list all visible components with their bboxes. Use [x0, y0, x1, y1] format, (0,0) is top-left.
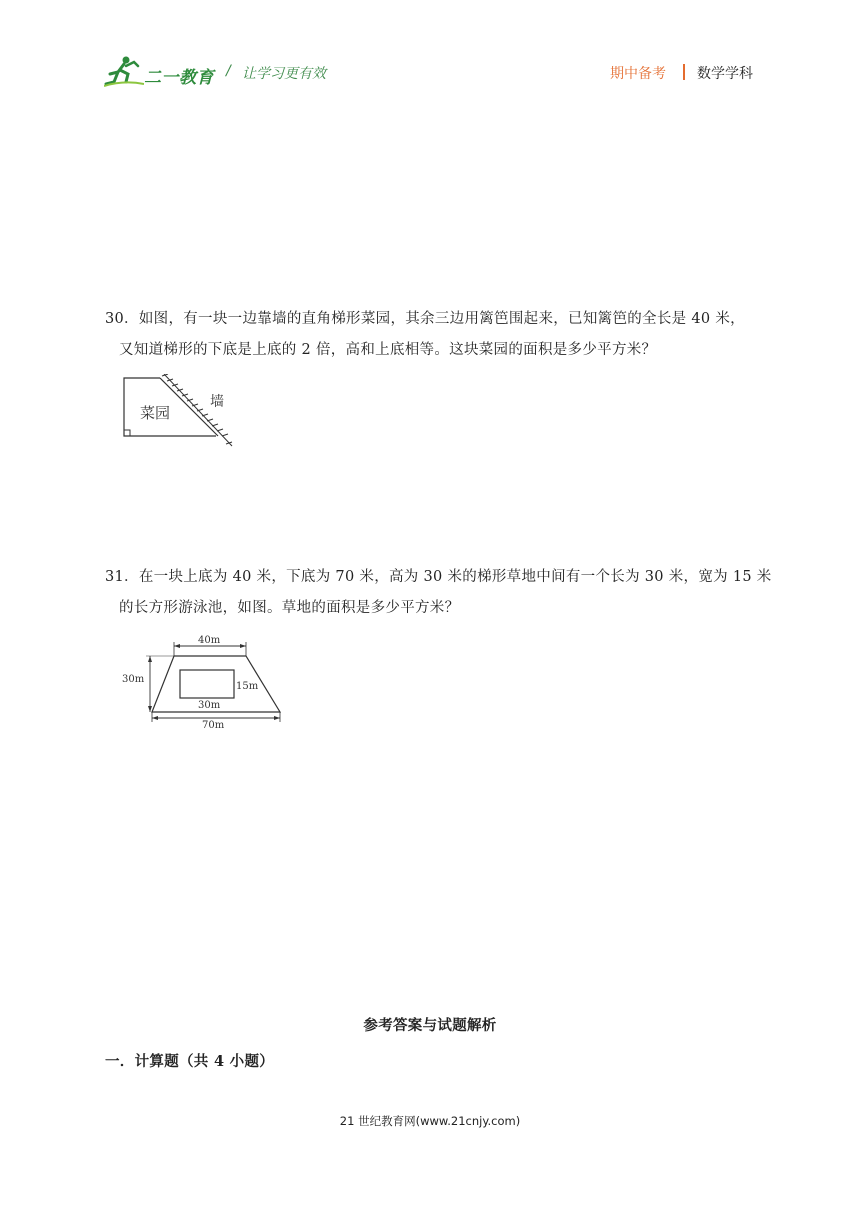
figure-30-garden [118, 374, 240, 452]
question-30 [105, 309, 765, 360]
header [0, 0, 860, 100]
dim-bottom: 70m [202, 720, 225, 731]
dim-height: 30m [122, 674, 145, 685]
dim-top: 40m [198, 635, 221, 646]
question-31-line2: 的长方形游泳池，如图。草地的面积是多少平方米？ [119, 600, 460, 616]
logo-text: 二一教育 [144, 68, 214, 88]
question-30-line1 [105, 309, 765, 329]
question-text: 如图，有一块一边靠墙的直角梯形菜园，其余三边用篱笆围起来，已知篱笆的全长是 40 米， [138, 311, 745, 327]
garden-label: 菜园 [140, 404, 171, 422]
figure-31-lawn [118, 632, 288, 732]
header-divider [683, 64, 685, 80]
header-slash: / [226, 63, 231, 79]
question-31-line1 [105, 567, 772, 587]
question-number: 30． [105, 311, 139, 327]
header-slogan: 让学习更有效 [242, 66, 326, 82]
question-31 [105, 567, 772, 618]
header-subject: 数学学科 [697, 66, 753, 82]
logo-runner-icon [104, 54, 144, 88]
answers-title: 参考答案与试题解析 [363, 1017, 497, 1034]
wall-label: 墙 [210, 394, 224, 410]
header-exam-type: 期中备考 [610, 66, 666, 82]
dim-rect-width: 15m [236, 681, 259, 692]
question-number: 31． [105, 569, 139, 585]
question-text: 在一块上底为 40 米，下底为 70 米，高为 30 米的梯形草地中间有一个长为 30 米，宽为 15 米 [138, 569, 772, 585]
footer: 21 世纪教育网(www.21cnjy.com) [339, 1114, 521, 1128]
dim-rect-length: 30m [198, 700, 221, 711]
question-30-line2: 又知道梯形的下底是上底的 2 倍，高和上底相等。这块菜园的面积是多少平方米？ [119, 342, 657, 358]
section-title: 一．计算题（共 4 小题） [105, 1053, 275, 1070]
